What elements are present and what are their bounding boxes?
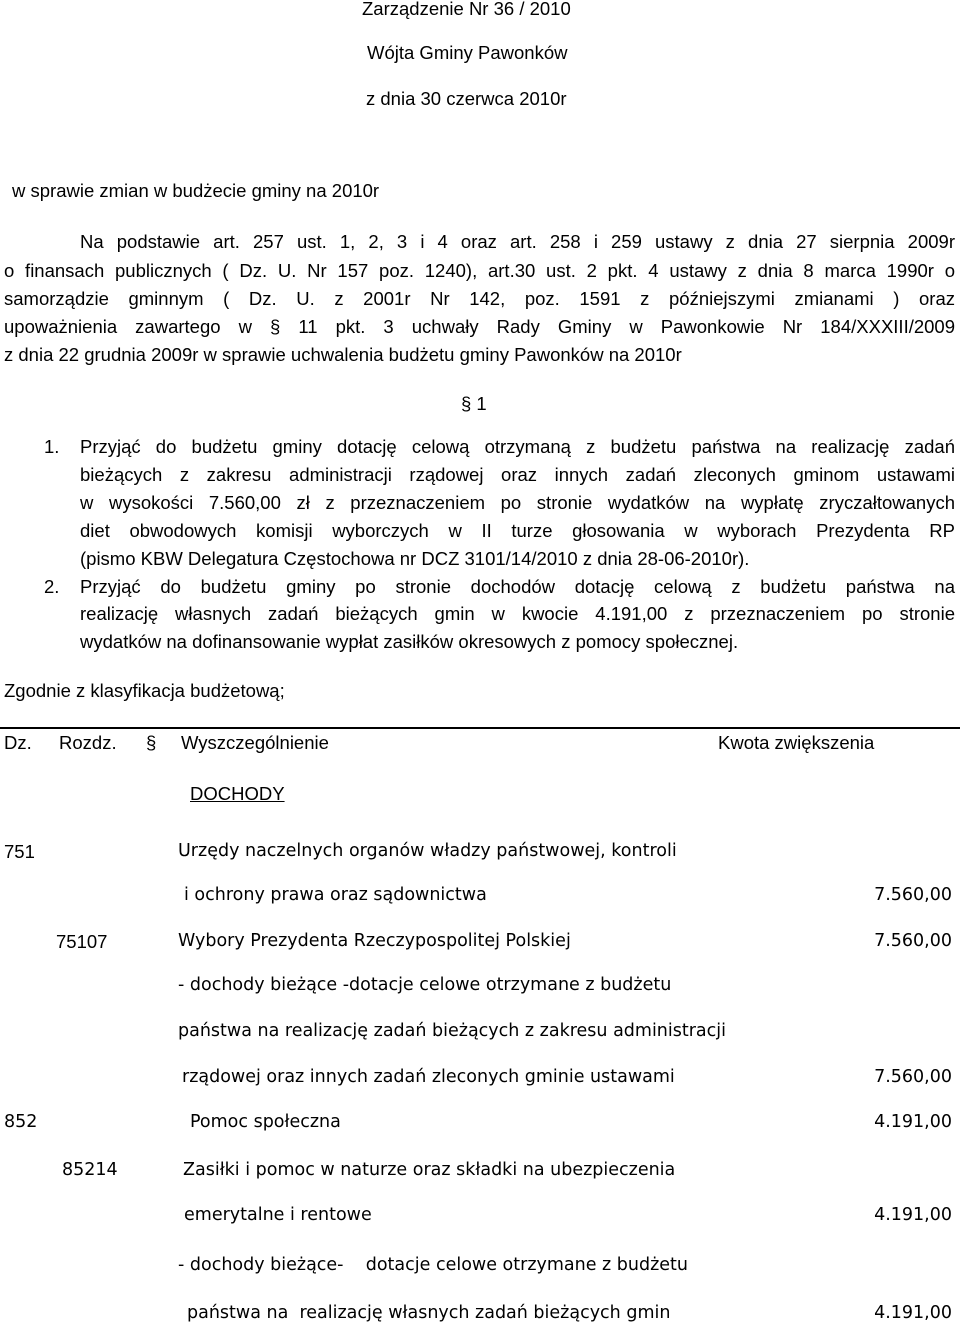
preamble-line: upoważnienia zawartego w § 11 pkt. 3 uchwały Rady Gminy w Pawonkowie Nr 184/XXXIII/2009 <box>4 316 955 337</box>
row-description: Zasiłki i pomoc w naturze oraz składki na ubezpieczenia <box>183 1160 676 1180</box>
section-sign: § 1 <box>461 393 487 414</box>
row-description: Urzędy naczelnych organów władzy państwowej, kontroli <box>178 841 677 861</box>
list-item-line: wydatków na dofinansowanie wypłat zasiłków okresowych z pomocy społecznej. <box>80 631 739 652</box>
header-amount: Kwota zwiększenia <box>718 732 875 753</box>
rozdz-code: 75107 <box>56 931 108 952</box>
list-item-line: Przyjąć do budżetu gminy po stronie dochodów dotację celową z budżetu państwa na <box>80 576 955 597</box>
document-subject: w sprawie zmian w budżecie gminy na 2010r <box>12 180 380 201</box>
row-description: państwa na realizację zadań bieżących z zakresu administracji <box>178 1021 727 1041</box>
preamble-line: o finansach publicznych ( Dz. U. Nr 157 poz. 1240), art.30 ust. 2 pkt. 4 ustawy z dnia 8 marca 1990r o <box>4 260 955 281</box>
row-amount: 7.560,00 <box>874 1067 952 1087</box>
header-dz: Dz. <box>4 732 32 753</box>
row-amount: 4.191,00 <box>874 1205 952 1225</box>
list-item-line: (pismo KBW Delegatura Częstochowa nr DCZ 3101/14/2010 z dnia 28-06-2010r). <box>80 548 750 569</box>
row-description: - dochody bieżące -dotacje celowe otrzymane z budżetu <box>178 975 672 995</box>
row-amount: 4.191,00 <box>874 1112 952 1132</box>
row-description: państwa na realizację własnych zadań bieżących gmin <box>187 1303 671 1323</box>
dz-code: 852 <box>4 1112 38 1132</box>
table-top-rule <box>0 727 960 729</box>
row-amount: 7.560,00 <box>874 931 952 951</box>
row-description: Wybory Prezydenta Rzeczypospolitej Polskiej <box>178 931 571 951</box>
list-item-number: 2. <box>44 576 60 597</box>
list-item-line: Przyjąć do budżetu gminy dotację celową otrzymaną z budżetu państwa na realizację zadań <box>80 436 955 457</box>
document-title: Zarządzenie Nr 36 / 2010 <box>362 0 571 19</box>
document-authority: Wójta Gminy Pawonków <box>367 42 568 63</box>
list-item-line: diet obwodowych komisji wyborczych w II turze głosowania w wyborach Prezydenta RP <box>80 520 955 541</box>
list-item-line: realizację własnych zadań bieżących gmin w kwocie 4.191,00 z przeznaczeniem po stronie <box>80 603 955 624</box>
list-item-number: 1. <box>44 436 60 457</box>
dz-code: 751 <box>4 841 35 862</box>
header-rozdz: Rozdz. <box>59 732 117 753</box>
row-amount: 7.560,00 <box>874 885 952 905</box>
header-paragraph: § <box>146 732 157 753</box>
row-description: Pomoc społeczna <box>190 1112 341 1132</box>
rozdz-code: 85214 <box>62 1160 118 1180</box>
row-amount: 4.191,00 <box>874 1303 952 1323</box>
row-description: i ochrony prawa oraz sądownictwa <box>184 885 487 905</box>
row-description: emerytalne i rentowe <box>184 1205 372 1225</box>
row-description: rządowej oraz innych zadań zleconych gminie ustawami <box>182 1067 675 1087</box>
preamble-line: z dnia 22 grudnia 2009r w sprawie uchwalenia budżetu gminy Pawonków na 2010r <box>4 344 682 365</box>
list-item-line: bieżących z zakresu administracji rządowej oraz innych zadań zleconych gminom ustawami <box>80 464 955 485</box>
row-description: - dochody bieżące- dotacje celowe otrzymane z budżetu <box>178 1255 689 1275</box>
document-date: z dnia 30 czerwca 2010r <box>366 88 567 109</box>
classification-note: Zgodnie z klasyfikacja budżetową; <box>4 680 285 701</box>
preamble-line: samorządzie gminnym ( Dz. U. z 2001r Nr 142, poz. 1591 z późniejszymi zmianami ) oraz <box>4 288 955 309</box>
list-item-line: w wysokości 7.560,00 zł z przeznaczeniem po stronie wydatków na wypłatę zryczałtowanych <box>80 492 955 513</box>
preamble-line: Na podstawie art. 257 ust. 1, 2, 3 i 4 oraz art. 258 i 259 ustawy z dnia 27 sierpnia 2009r <box>80 231 955 252</box>
section-title-dochody: DOCHODY <box>190 783 285 804</box>
header-description: Wyszczególnienie <box>181 732 329 753</box>
